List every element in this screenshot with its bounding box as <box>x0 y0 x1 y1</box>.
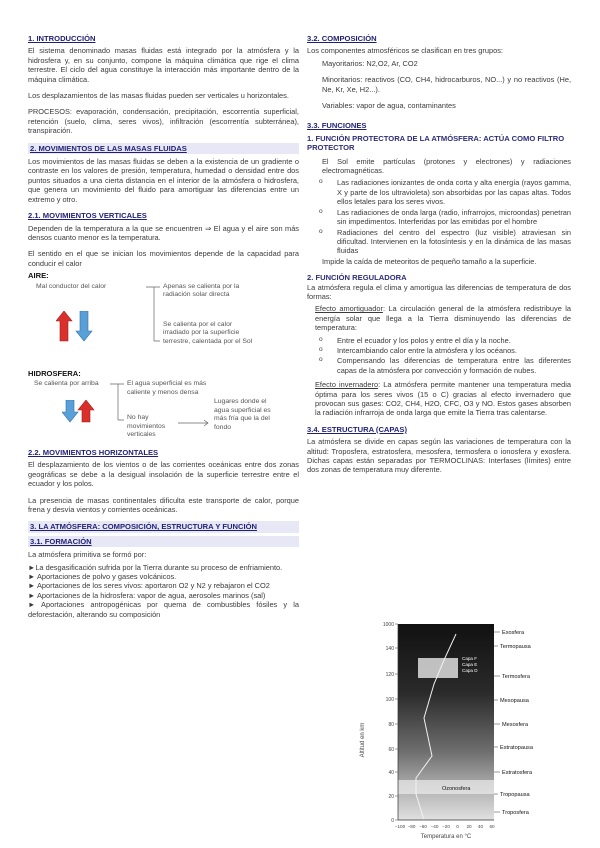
x-axis-label: Temperatura en °C <box>420 834 472 840</box>
x-ticks <box>395 824 495 829</box>
form-title: 3.1. FORMACIÓN <box>28 536 299 547</box>
y-tick-label: 120 <box>385 672 394 678</box>
x-tick-label: 0 <box>456 824 459 829</box>
mov-title: 2. MOVIMIENTOS DE LAS MASAS FLUIDAS <box>28 143 299 154</box>
atmosphere-svg <box>352 620 572 842</box>
est-title: 3.4. ESTRUCTURA (CAPAS) <box>307 424 407 434</box>
layer-label: Mesosfera <box>502 722 529 728</box>
left-column <box>28 0 299 622</box>
form-item-3: ► Aportaciones de la hidrosfera: vapor de agua, aerosoles marinos (sal) <box>28 590 266 600</box>
aire-apenas: Apenas se calienta por la radiación solar directa <box>163 282 240 299</box>
comp-var: Variables: vapor de agua, contaminantes <box>322 101 456 111</box>
est-p: La atmósfera se divide en capas según las variaciones de temperatura con la altitud: Troposfera, estratosfera, mesosfera, termosfera o ionosfera y exosfera. Dichas capas están separadas por TERMOCLINAS: Interfases (límites) entre dos zonas de temperatura muy diferente. <box>307 437 571 475</box>
f1-end: Impide la caída de meteoritos de pequeño tamaño a la superficie. <box>322 256 537 266</box>
right-column <box>307 0 571 478</box>
func-title: 3.3. FUNCIONES <box>307 121 367 131</box>
y-tick-label: 60 <box>388 747 394 753</box>
horiz-p1: El desplazamiento de los vientos o de las corrientes oceánicas entre dos zonas geográficas se debe a la desigual insolación de la superficie terrestre entre el ecuador y los polos. <box>28 460 299 489</box>
layer-label: Troposfera <box>502 810 529 816</box>
vert-p1: Dependen de la temperatura a la que se encuentren ⇒ El agua y el aire son más densos cuanto menor es la temperatura. <box>28 223 299 242</box>
capa-label: Capa E <box>462 662 478 667</box>
y-axis-label: Altitud en km <box>360 722 366 758</box>
intro-p2: Los desplazamientos de las masas fluidas pueden ser verticales u horizontales. <box>28 91 289 101</box>
aire-conductor: Mal conductor del calor <box>36 282 107 290</box>
f1-p: El Sol emite partículas (protones y electrones) y radiaciones electromagnéticas. <box>322 156 571 176</box>
f1-title: 1. FUNCIÓN PROTECTORA DE LA ATMÓSFERA: ACTÚA COMO FILTRO PROTECTOR <box>307 133 565 153</box>
capa-label: Capa D <box>462 668 478 673</box>
f1-item-1: o Las radiaciones de onda larga (radio, infrarrojos, microondas) penetran sin impedimentos. Interferidas por las emitidas por el hombre <box>307 208 571 227</box>
capa-label: Capa F <box>462 656 478 661</box>
hidro-lugares: Lugares donde el agua superficial es más fría que la del fondo <box>214 397 271 431</box>
f2-title: 2. FUNCIÓN REGULADORA <box>307 273 407 283</box>
layer-label: Tropopausa <box>500 792 530 798</box>
layer-label: Termopausa <box>500 644 531 650</box>
amort-item-1: o Intercambiando calor entre la atmósfera y los océanos. <box>307 346 571 355</box>
hidro-label: HIDROSFERA: <box>28 368 81 378</box>
form-item-2: ► Aportaciones de los seres vivos: aportaron O2 y N2 y rebajaron el CO2 <box>28 581 270 591</box>
f1-item-0: o Las radiaciones ionizantes de onda corta y alta energía (rayos gamma, X y parte de los ultravioleta) son absorbidas por las capas altas. Todos ellos letales para los seres vivos. <box>307 178 571 206</box>
y-tick-label: 0 <box>391 818 394 824</box>
amort-para <box>307 304 571 332</box>
comp-mayor: Mayoritarios: N2,O2, Ar, CO2 <box>322 58 418 68</box>
hidro-diagram <box>28 378 299 448</box>
y-tick-label: 100 <box>385 697 394 703</box>
y-tick-label: 20 <box>388 794 394 800</box>
x-tick-label: 60 <box>489 824 495 829</box>
y-tick-label: 1000 <box>382 622 394 628</box>
x-tick-label: −80 <box>407 824 416 829</box>
layer-label: Mesopausa <box>500 698 529 704</box>
inv-head: Efecto invernadero <box>315 380 379 390</box>
x-tick-label: −100 <box>394 824 406 829</box>
amort-text: : La circulación general de la atmósfera redistribuye la energía solar que llega a la Tierra disminuyendo las diferencias de temperatura: <box>315 304 571 333</box>
y-tick-label: 80 <box>388 722 394 728</box>
y-tick-label: 140 <box>385 646 394 652</box>
f2-p: La atmósfera regula el clima y amortigua las diferencias de temperatura de dos formas: <box>307 282 571 301</box>
horiz-p2: La presencia de masas continentales dificulta este transporte de calor, porque frena y desvía vientos y corrientes oceánicas. <box>28 495 299 514</box>
intro-p3: PROCESOS: evaporación, condensación, precipitación, escorrentía superficial, retención (suelo, clima, seres vivos), infiltración (escorrentía subterránea), transpiración. <box>28 107 299 136</box>
intro-title: 1. INTRODUCCIÓN <box>28 34 96 43</box>
layer-label: Estratosfera <box>502 770 533 776</box>
amort-head: Efecto amortiguador <box>315 304 383 314</box>
x-tick-label: 40 <box>477 824 484 829</box>
amort-item-0: o Entre el ecuador y los polos y entre el día y la noche. <box>307 336 571 345</box>
f1-item-2: o Radiaciones del centro del espectro (luz visible) atraviesan sin dificultad. Intervienen en la fotosíntesis y en la dinámica de las masas fluidas <box>307 228 571 256</box>
intro-p1: El sistema denominado masas fluidas está integrado por la atmósfera y la hidrosfera y, en su conjunto, compone la máquina climática que rige el clima terrestre. El ciclo del agua constituye la interacción más importante dentro de la máquina climática. <box>28 46 299 84</box>
aire-arrows-icon <box>56 311 116 371</box>
capa-labels <box>462 656 478 673</box>
mov-p1: Los movimientos de las masas fluidas se deben a la existencia de un gradiente o contraste en los valores de presión, temperatura, humedad o densidad entre dos puntos situados a una cierta distancia en el interior de la atmósfera o hidrosfera, que genera un movimiento del fluido para amortiguar las diferencias entre un extremo y otro. <box>28 157 299 204</box>
form-item-1: ► Aportaciones de polvo y gases volcánicos. <box>28 572 177 581</box>
hidro-agua-sup: El agua superficial es más caliente y menos densa <box>127 379 207 396</box>
form-intro: La atmósfera primitiva se formó por: <box>28 550 147 560</box>
layer-label: Termosfera <box>502 674 530 680</box>
form-item-0: ►La desgasificación sufrida por la Tierra durante su proceso de enfriamiento. <box>28 562 283 572</box>
vert-p2: El sentido en el que se inician los movimientos depende de la capacidad para conducir el calor <box>28 249 299 268</box>
x-tick-label: −20 <box>442 824 450 829</box>
atm-title: 3. LA ATMÓSFERA: COMPOSICIÓN, ESTRUCTURA Y FUNCIÓN <box>28 521 299 532</box>
y-tick-label: 40 <box>388 770 394 776</box>
layer-label: Estratopausa <box>500 745 533 751</box>
layer-label: Exosfera <box>502 630 525 636</box>
layer-labels <box>500 630 534 816</box>
layer-leaders <box>494 632 500 812</box>
hidro-no-hay: No hay movimientos verticales <box>127 413 166 439</box>
vert-title: 2.1. MOVIMIENTOS VERTICALES <box>28 211 147 221</box>
inv-text: : La atmósfera permite mantener una temperatura media óptima para los seres vivos (15 o C) gracias al efecto invernadero que provocan sus gases: CO2, CH4, H2O, CFC, O3 y NO. Estos gases absorben la radiación infrarroja de onda larga que emite la Tierra tras calentarse. <box>315 380 571 418</box>
comp-minor: Minoritarios: reactivos (CO, CH4, hidrocarburos, NO...) y no reactivos (He, Ne, Kr, Xe, H2...). <box>322 75 571 94</box>
atmosphere-figure <box>352 620 572 842</box>
horiz-title: 2.2. MOVIMIENTOS HORIZONTALES <box>28 447 159 457</box>
comp-intro: Los componentes atmosféricos se clasifican en tres grupos: <box>307 46 503 56</box>
y-ticks <box>383 622 398 824</box>
aire-diagram <box>28 281 299 369</box>
inv-para <box>307 380 571 418</box>
hidro-arriba: Se calienta por arriba <box>34 379 99 387</box>
x-tick-label: −60 <box>419 824 427 829</box>
amort-item-2: o Compensando las diferencias de temperatura entre las diferentes capas de la atmósfera por convección y formación de nubes. <box>307 356 571 375</box>
aire-label: AIRE: <box>28 271 49 281</box>
form-item-4: ► Aportaciones antropogénicas por quema de combustibles fósiles y la deforestación, alterando su composición <box>28 600 299 619</box>
x-tick-label: 20 <box>466 824 472 829</box>
ozonosfera-label: Ozonosfera <box>442 786 471 792</box>
comp-title: 3.2. COMPOSICIÓN <box>307 34 377 43</box>
hidro-arrows-icon <box>62 400 102 436</box>
x-tick-label: −40 <box>430 824 439 829</box>
aire-calienta: Se calienta por el calor irradiado por la superficie terrestre, calentada por el Sol <box>163 320 253 345</box>
